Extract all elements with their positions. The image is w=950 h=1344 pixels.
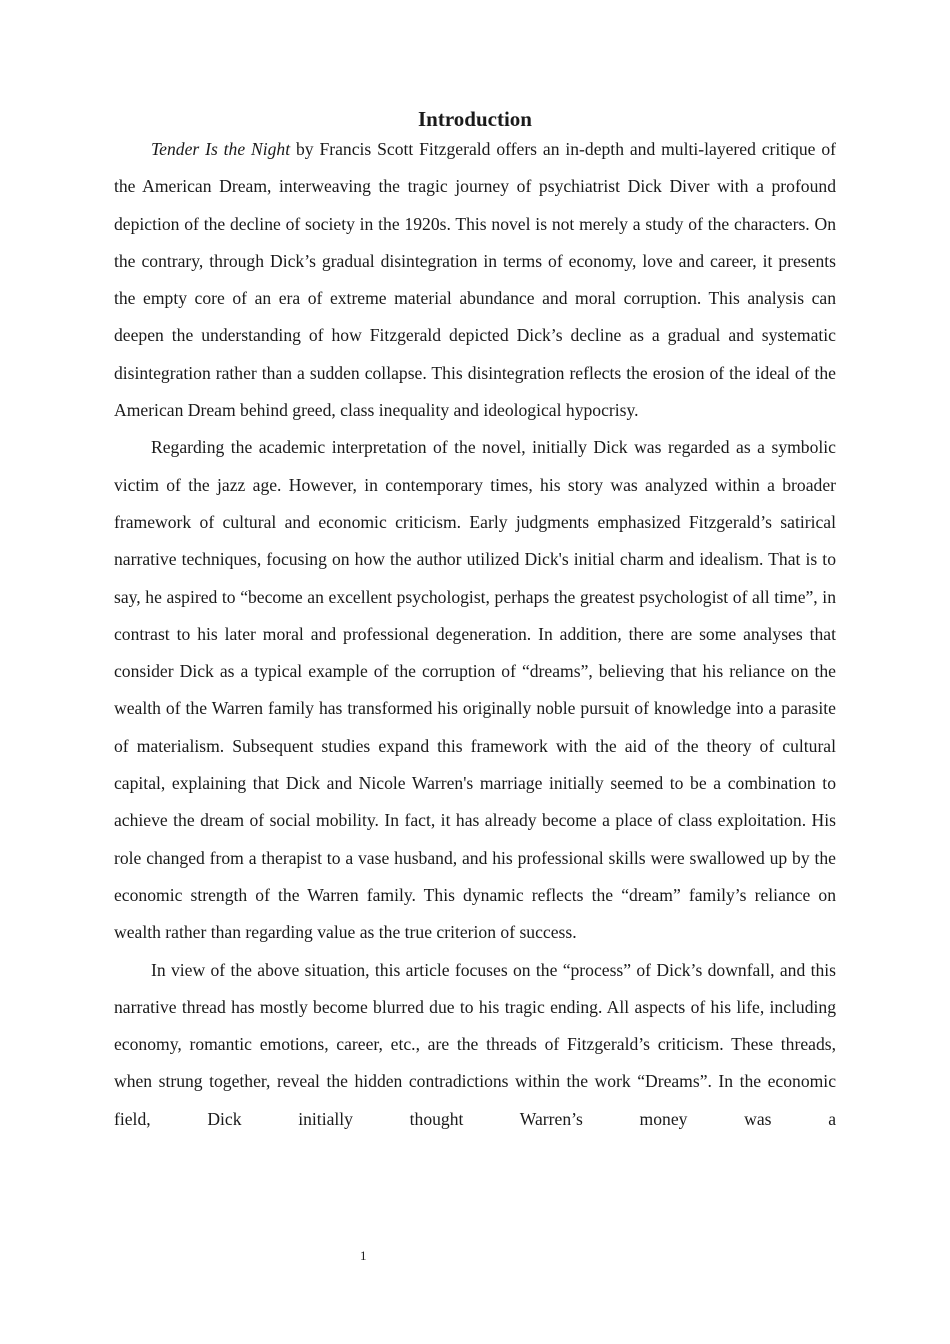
paragraph-1 — [114, 131, 836, 429]
paragraph-3-text: In view of the above situation, this article focuses on the “process” of Dick’s downfall, and this narrative thread has mostly become blurred due to his tragic ending. All aspects of his life, including economy, romantic emotions, career, etc., are the threads of Fitzgerald’s criticism. These threads, when strung together, reveal the hidden contradictions within the work “Dreams”. In the economic field, Dick initially thought Warren’s money was a — [114, 959, 836, 1129]
book-title: Tender Is the Night — [151, 139, 291, 159]
paragraph-2-text: Regarding the academic interpretation of the novel, initially Dick was regarded as a symbolic victim of the jazz age. However, in contemporary times, his story was analyzed within a broader framework of cultural and economic criticism. Early judgments emphasized Fitzgerald’s satirical narrative techniques, focusing on how the author utilized Dick's initial charm and idealism. That is to say, he aspired to “become an excellent psychologist, perhaps the greatest psychologist of all time”, in contrast to his later moral and professional degeneration. In addition, there are some analyses that consider Dick as a typical example of the corruption of “dreams”, believing that his reliance on the wealth of the Warren family has transformed his originally noble pursuit of knowledge into a parasite of materialism. Subsequent studies expand this framework with the aid of the theory of cultural capital, explaining that Dick and Nicole Warren's marriage initially seemed to be a combination to achieve the dream of social mobility. In fact, it has already become a place of class exploitation. His role changed from a therapist to a vase husband, and his professional skills were swallowed up by the economic strength of the Warren family. This dynamic reflects the “dream” family’s reliance on wealth rather than regarding value as the true criterion of success. — [114, 437, 836, 943]
paragraph-2 — [114, 429, 836, 951]
page-title: Introduction — [418, 107, 532, 131]
paragraph-3 — [114, 952, 836, 1138]
page-number: 1 — [360, 1248, 367, 1263]
document-body — [114, 131, 836, 1138]
paragraph-1-text: by Francis Scott Fitzgerald offers an in-depth and multi-layered critique of the American Dream, interweaving the tragic journey of psychiatrist Dick Diver with a profound depiction of the decline of society in the 1920s. This novel is not merely a study of the characters. On the contrary, through Dick’s gradual disintegration in terms of economy, love and career, it presents the empty core of an era of extreme material abundance and moral corruption. This analysis can deepen the understanding of how Fitzgerald depicted Dick’s decline as a gradual and systematic disintegration rather than a sudden collapse. This disintegration reflects the erosion of the ideal of the American Dream behind greed, class inequality and ideological hypocrisy. — [114, 139, 836, 421]
